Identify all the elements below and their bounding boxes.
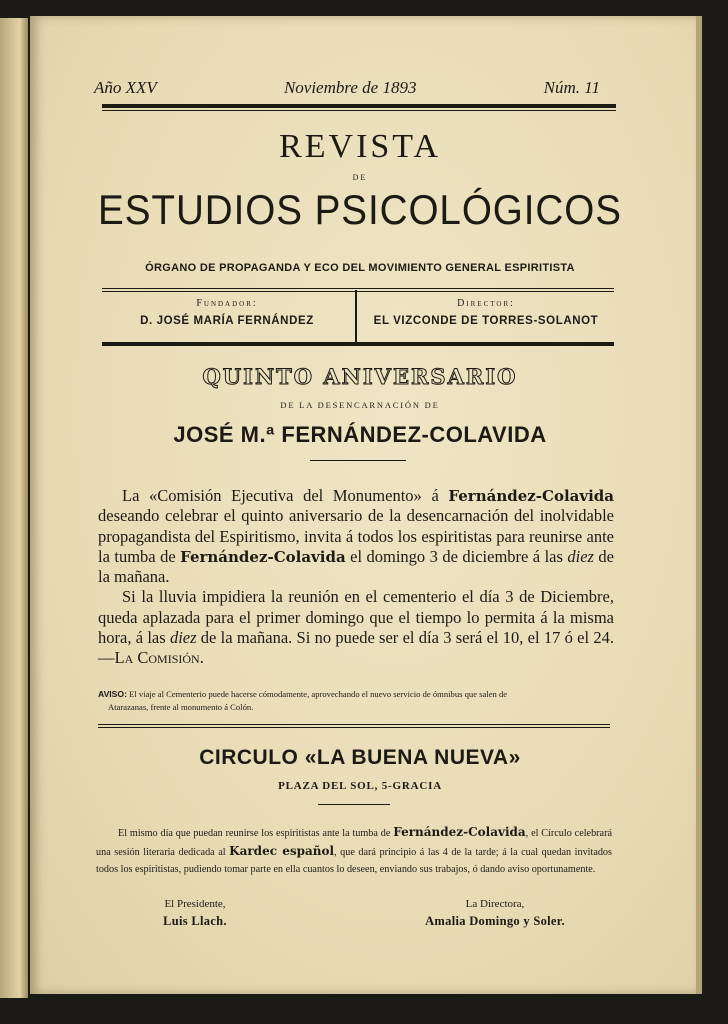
aviso-text-2: Atarazanas, frente al monumento á Colón.	[108, 701, 254, 712]
italic-word: diez	[567, 546, 594, 566]
bold-name: Fernández-Colavida	[180, 547, 346, 566]
issue-header	[94, 76, 600, 100]
text-run: el domingo 3 de diciembre á las	[345, 546, 568, 566]
text-run: de la mañana. Si no puede ser el día 3 será el 10, el 17 ó el 24.—	[98, 628, 614, 668]
president-name: Luis Llach.	[163, 914, 227, 928]
aviso-note	[98, 688, 612, 713]
anniversary-subheading: DE LA DESENCARNACIÓN DE	[280, 400, 440, 410]
circle-announcement	[96, 824, 612, 879]
founder-name: D. JOSÉ MARÍA FERNÁNDEZ	[140, 315, 314, 327]
announcement-paragraph-1	[98, 486, 614, 587]
masthead-de: DE	[352, 173, 368, 182]
signature-director	[390, 898, 600, 929]
issue-year: Año XXV	[94, 78, 157, 97]
text-run: La «Comisión Ejecutiva del Monumento» á	[122, 486, 449, 505]
director-role: Director:	[457, 298, 515, 309]
masthead-subtitle: ÓRGANO DE PROPAGANDA Y ECO DEL MOVIMIENTO GENERAL ESPIRITISTA	[145, 262, 575, 274]
directora-name: Amalia Domingo y Soler.	[425, 914, 565, 928]
signature-president	[120, 898, 270, 929]
section-rule-2	[98, 727, 610, 728]
text-run: de la mañana.	[98, 546, 614, 587]
bold-name: Kardec español	[229, 843, 335, 858]
aviso-label: AVISO:	[98, 689, 127, 699]
header-rule-thin	[102, 110, 616, 111]
credits-divider	[355, 290, 357, 342]
text-run: , que dará principio á las 4 de la tarde; á la cual quedan invitados todos los espiritistas, pudiendo tomar parte en ella cuantos lo deseen, enviando sus trabajos, ó dando aviso oportunamente.	[96, 846, 612, 875]
president-role: El Presidente,	[164, 898, 226, 910]
section-rule	[98, 724, 610, 725]
issue-date: Noviembre de 1893	[283, 78, 417, 97]
directora-role: La Directora,	[465, 898, 525, 910]
honoree-name: JOSÉ M.ª FERNÁNDEZ-COLAVIDA	[173, 422, 547, 447]
bold-name: Fernández-Colavida	[393, 825, 526, 839]
header-rule	[102, 104, 616, 108]
announcement-body	[98, 486, 614, 669]
anniversary-heading: QUINTO ANIVERSARIO	[202, 364, 518, 389]
aviso-text: El viaje al Cementerio puede hacerse cómodamente, aprovechando el nuevo servicio de ómnibus que salen de	[126, 689, 508, 699]
text-run: deseando celebrar el quinto aniversario de la desencarnación del inolvidable propagandista del Espiritismo, invita á todos los espiritistas para reunirse ante la tumba de	[98, 506, 614, 566]
credits-box	[100, 288, 614, 340]
announcement-paragraph-2	[98, 587, 614, 668]
name-underline	[310, 460, 406, 461]
circle-address: PLAZA DEL SOL, 5-GRACIA	[278, 780, 442, 792]
founder-role: Fundador:	[196, 298, 258, 309]
director-name: EL VIZCONDE DE TORRES-SOLANOT	[373, 315, 599, 327]
adjacent-page-edge	[0, 18, 28, 998]
italic-word: diez	[169, 628, 197, 648]
circle-heading: CIRCULO «LA BUENA NUEVA»	[199, 746, 521, 769]
text-run: El mismo día que puedan reunirse los espiritistas ante la tumba de	[118, 828, 394, 839]
credits-bottom-rule	[102, 342, 614, 346]
founder-column	[100, 288, 354, 340]
address-underline	[318, 804, 390, 805]
bold-name: Fernández-Colavida	[448, 487, 614, 505]
issue-number: Núm. 11	[543, 78, 600, 97]
director-column	[358, 288, 614, 340]
masthead-title: ESTUDIOS PSICOLÓGICOS	[98, 186, 622, 233]
committee-signature: La Comisión.	[114, 648, 204, 668]
masthead-revista: REVISTA	[279, 128, 441, 165]
page-edge	[696, 16, 702, 994]
text-run: , el Círculo celebrará una sesión literaria dedicada al	[96, 828, 612, 858]
text-run: Si la lluvia impidiera la reunión en el cementerio el día 3 de Diciembre, queda aplazada para el primer domingo que el tiempo lo permita á la misma hora, á las	[98, 587, 614, 648]
